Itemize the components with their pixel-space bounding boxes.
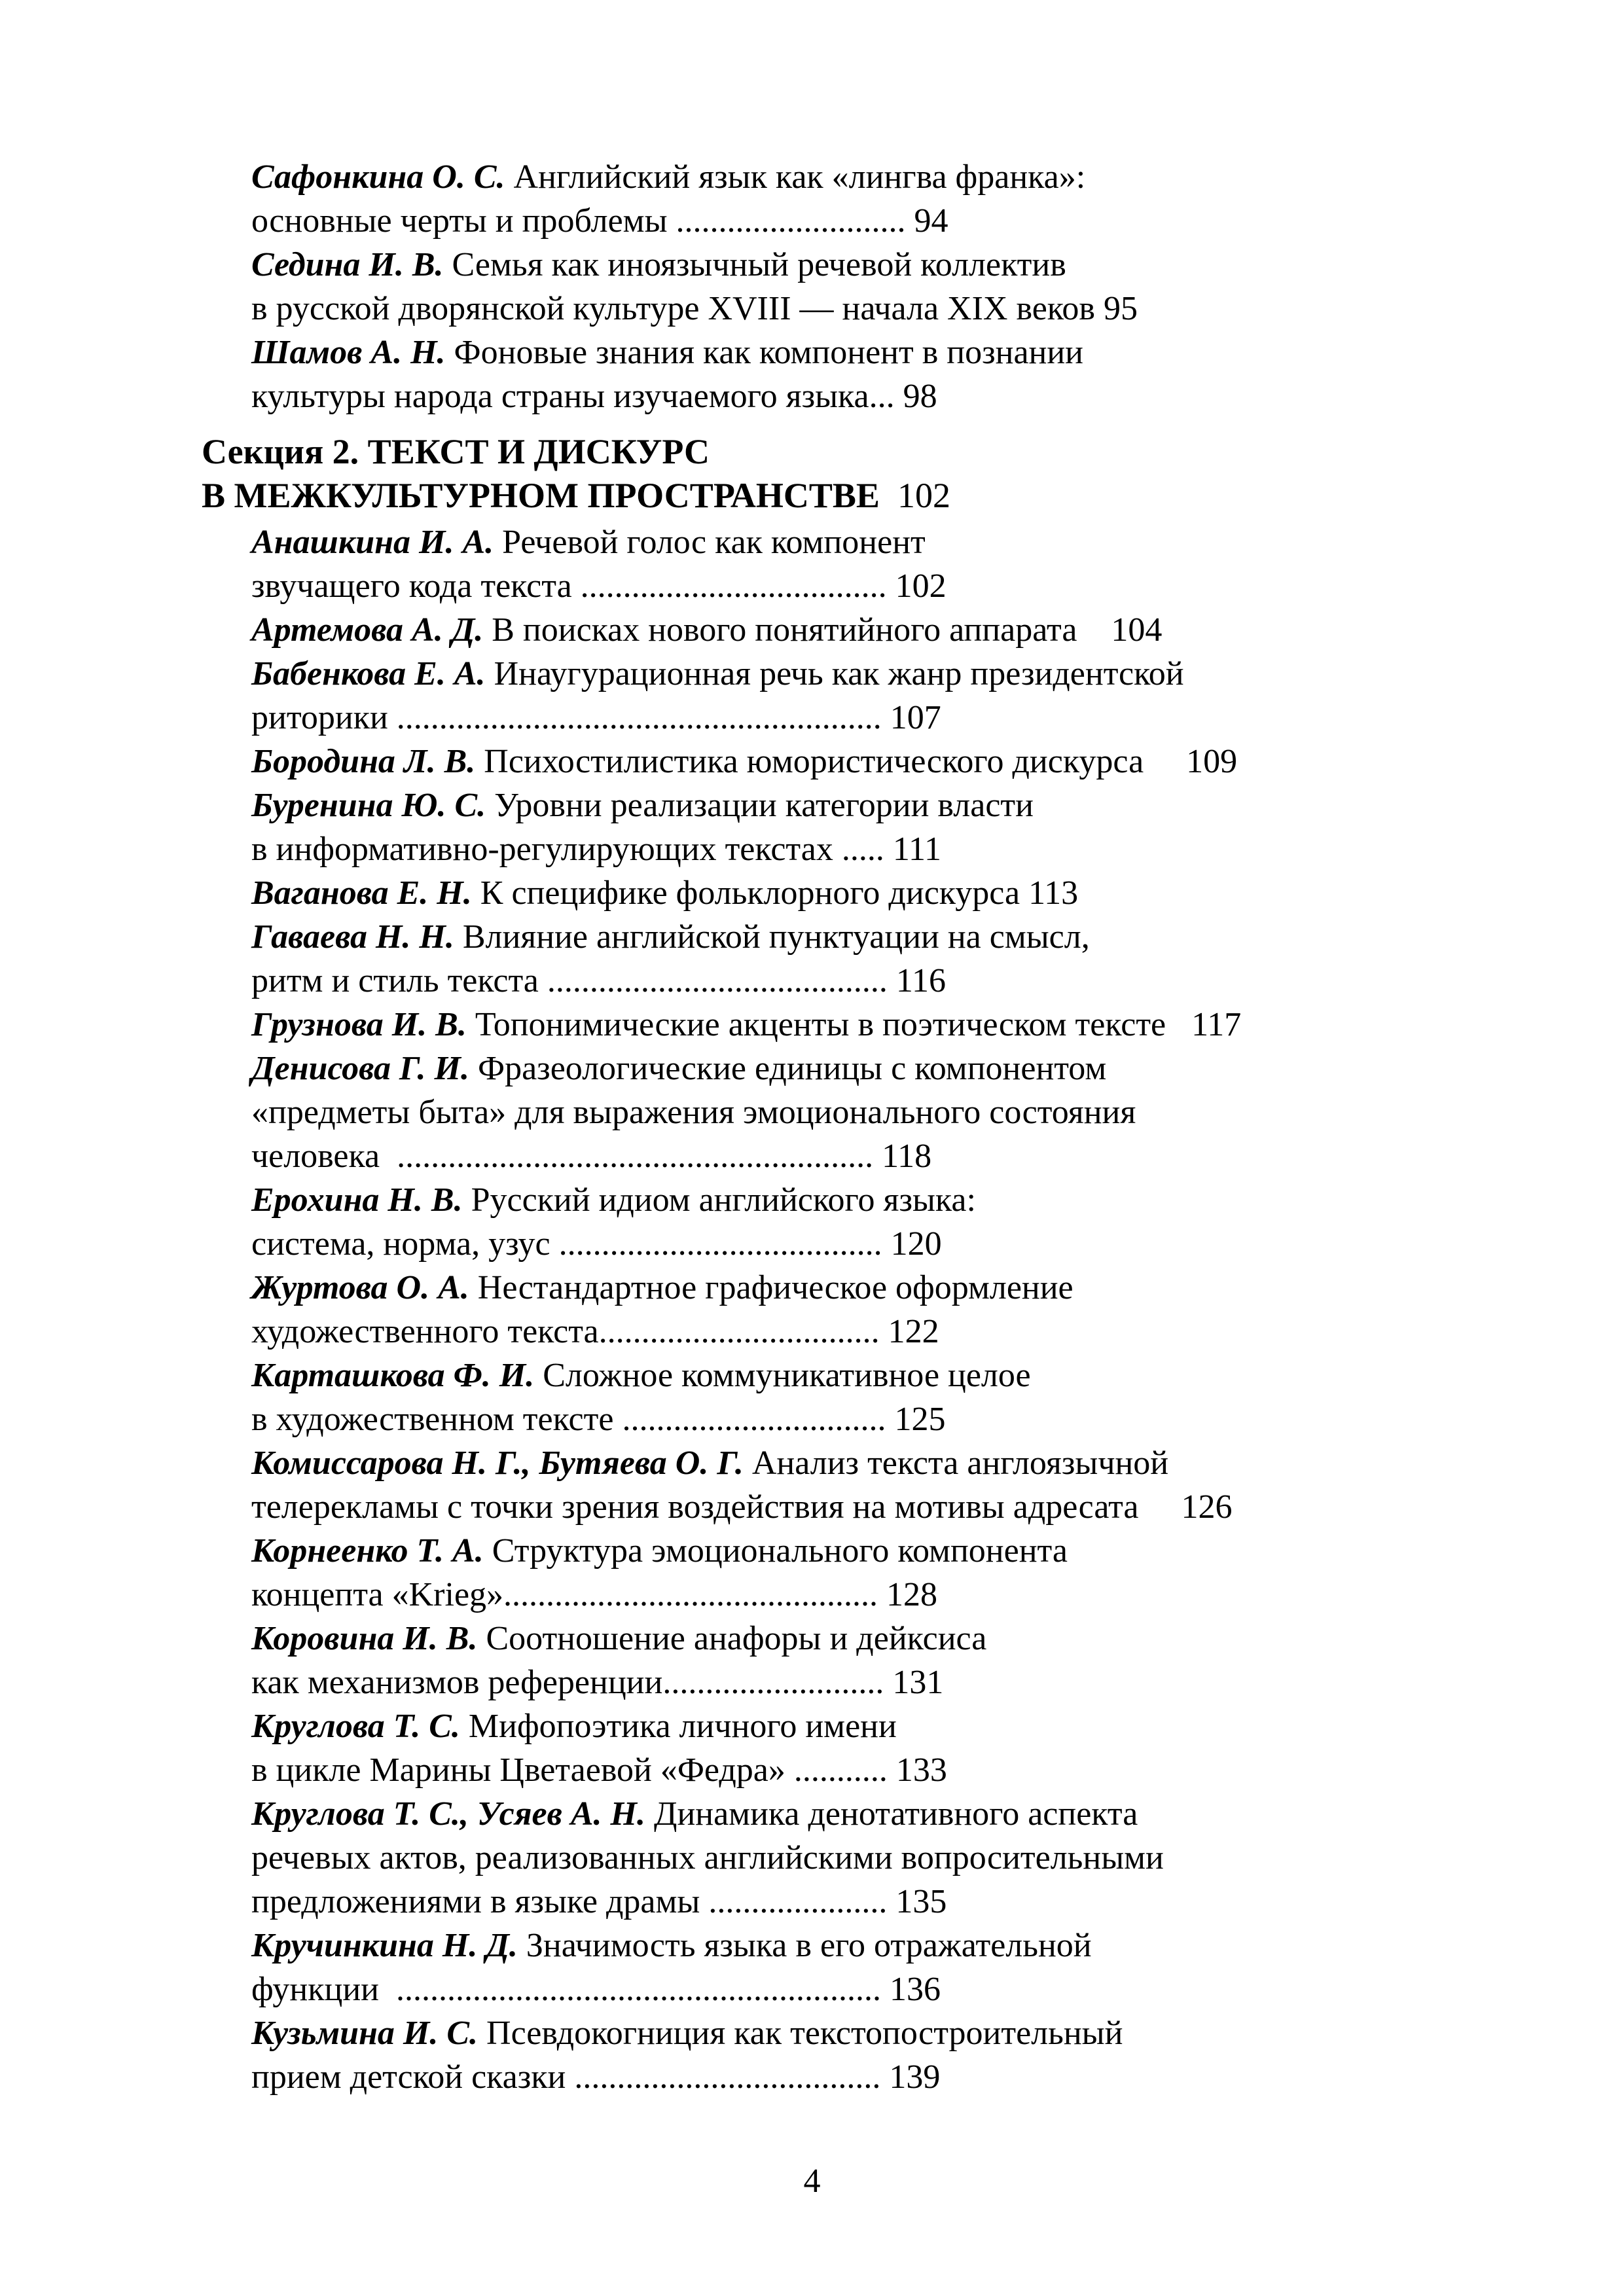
toc-entry-title-line xyxy=(202,2011,1445,2055)
toc-entry-author: Гаваева Н. Н. xyxy=(251,918,454,956)
toc-entry-title: К специфике фольклорного дискурса 113 xyxy=(471,874,1079,912)
toc-entry-title: Псевдокогниция как текстопостроительный xyxy=(478,2015,1123,2052)
toc-entry-title-line xyxy=(202,915,1445,959)
toc-entry-continuation: в информативно-регулирующих текстах ..... 111 xyxy=(251,831,942,868)
toc-entry-title: Речевой голос как компонент xyxy=(494,524,926,561)
toc-entry-author: Бабенкова Е. А. xyxy=(251,655,486,692)
toc-entry-continuation: функции ......................................................... 136 xyxy=(251,1971,941,2008)
toc-entry xyxy=(202,915,1445,1003)
toc-entry-continuation: художественного текста................................. 122 xyxy=(251,1313,939,1350)
toc-entry xyxy=(202,1617,1445,1704)
toc-entry-author: Коровина И. В. xyxy=(251,1620,478,1657)
toc-entry-author: Круглова Т. С. xyxy=(251,1708,460,1745)
toc-entry-continuation: риторики ......................................................... 107 xyxy=(251,699,941,736)
toc-entry-continuation: система, норма, узус ...................................... 120 xyxy=(251,1225,942,1263)
toc-entry-continuation: человека ........................................................ 118 xyxy=(251,1138,932,1175)
toc-entry xyxy=(202,783,1445,871)
toc-entry-title-line xyxy=(202,1266,1445,1310)
toc-entry xyxy=(202,2011,1445,2099)
section-heading-line-1: Секция 2. ТЕКСТ И ДИСКУРС xyxy=(202,432,710,471)
toc-entry-continuation: в цикле Марины Цветаевой «Федра» ........... 133 xyxy=(251,1751,947,1789)
toc-entry xyxy=(202,331,1445,418)
toc-entry-author: Ваганова Е. Н. xyxy=(251,874,472,912)
section-heading-title: В МЕЖКУЛЬТУРНОМ ПРОСТРАНСТВЕ xyxy=(202,476,880,515)
toc-entry-continuation: речевых актов, реализованных английскими вопросительными xyxy=(251,1839,1164,1876)
toc-entry-author: Корнеенко Т. А. xyxy=(251,1532,484,1570)
toc-entry-author: Денисова Г. И. xyxy=(251,1050,469,1087)
toc-entry-continuation: ритм и стиль текста ........................................ 116 xyxy=(251,962,946,999)
toc-entry-title-line xyxy=(202,1441,1445,1485)
toc-entry-title-line xyxy=(202,520,1445,564)
toc-entry xyxy=(202,243,1445,331)
toc-entry-author: Ерохина Н. В. xyxy=(251,1181,463,1219)
toc-entry-continuation: телерекламы с точки зрения воздействия на мотивы адресата 126 xyxy=(251,1488,1233,1526)
toc-entry-title: Английский язык как «лингва франка»: xyxy=(505,158,1086,196)
toc-entry-continuation: основные черты и проблемы ........................... 94 xyxy=(251,202,948,240)
toc-entry-continuation: предложениями в языке драмы ..................... 135 xyxy=(251,1883,947,1920)
toc-entry xyxy=(202,1354,1445,1441)
page-number: 4 xyxy=(803,2162,821,2200)
toc-entry-title: Топонимические акценты в поэтическом тексте 117 xyxy=(466,1006,1242,1043)
toc-entry-title: Соотношение анафоры и дейксиса xyxy=(477,1620,987,1657)
toc-entry-title-line xyxy=(202,1178,1445,1222)
toc-entry xyxy=(202,1441,1445,1529)
toc-entry-author: Буренина Ю. С. xyxy=(251,787,486,824)
section-page-number: 102 xyxy=(879,476,950,515)
toc-entry-title-line xyxy=(202,1003,1445,1047)
table-of-contents xyxy=(202,155,1445,2099)
toc-entry-continuation: как механизмов референции.......................... 131 xyxy=(251,1664,944,1701)
section-entries xyxy=(202,520,1445,2099)
toc-entry-title-line xyxy=(202,783,1445,827)
toc-entry-title-line xyxy=(202,1617,1445,1660)
toc-entry xyxy=(202,1047,1445,1178)
toc-entry xyxy=(202,1178,1445,1266)
toc-entry-continuation: концепта «Krieg»............................................ 128 xyxy=(251,1576,938,1613)
toc-entry-title: Мифопоэтика личного имени xyxy=(460,1708,897,1745)
toc-entry-title-line xyxy=(202,1047,1445,1090)
toc-entry-title-line xyxy=(202,1354,1445,1397)
toc-entry-author: Седина И. В. xyxy=(251,246,444,283)
toc-entry-author: Кузьмина И. С. xyxy=(251,2015,478,2052)
toc-entry-continuation: «предметы быта» для выражения эмоционального состояния xyxy=(251,1094,1136,1131)
toc-entry-title: Фразеологические единицы с компонентом xyxy=(469,1050,1107,1087)
toc-entry-title-line xyxy=(202,1704,1445,1748)
toc-entry-author: Бородина Л. В. xyxy=(251,743,476,780)
toc-entry xyxy=(202,155,1445,243)
toc-entry-author: Журтова О. А. xyxy=(251,1269,469,1306)
toc-entry-title: Динамика денотативного аспекта xyxy=(645,1795,1138,1833)
toc-entry-title-line xyxy=(202,243,1445,287)
toc-entry-title-line xyxy=(202,1924,1445,1967)
toc-entry xyxy=(202,1792,1445,1924)
toc-entry-title-line xyxy=(202,740,1445,783)
toc-entry-title-line xyxy=(202,608,1445,652)
toc-entry-title-line xyxy=(202,652,1445,696)
section-heading-line-2 xyxy=(202,474,1445,518)
toc-entry-author: Грузнова И. В. xyxy=(251,1006,467,1043)
toc-entry-title: Влияние английской пунктуации на смысл, xyxy=(454,918,1090,956)
toc-entry xyxy=(202,520,1445,608)
toc-entry-continuation: в художественном тексте ............................... 125 xyxy=(251,1401,946,1438)
toc-entry-title: Психостилистика юмористического дискурса 109 xyxy=(475,743,1238,780)
toc-entry-title: Русский идиом английского языка: xyxy=(462,1181,976,1219)
toc-entry-author: Сафонкина О. С. xyxy=(251,158,505,196)
toc-entry-title: Уровни реализации категории власти xyxy=(486,787,1034,824)
section-heading xyxy=(202,430,1445,518)
toc-entry-title-line xyxy=(202,155,1445,199)
toc-entry-author: Анашкина И. А. xyxy=(251,524,494,561)
toc-entry-author: Круглова Т. С., Усяев А. Н. xyxy=(251,1795,645,1833)
toc-entry-title: Значимость языка в его отражательной xyxy=(517,1927,1092,1964)
toc-entry-continuation: в русской дворянской культуре XVIII — начала XIX веков 95 xyxy=(251,290,1138,327)
toc-entry-title-line xyxy=(202,1529,1445,1573)
toc-entry xyxy=(202,1924,1445,2011)
toc-entry-title: Семья как иноязычный речевой коллектив xyxy=(443,246,1066,283)
toc-entry-title: Инаугурационная речь как жанр президентской xyxy=(485,655,1184,692)
toc-entry xyxy=(202,608,1445,652)
toc-entry-title: В поисках нового понятийного аппарата 104 xyxy=(483,611,1163,649)
toc-entry-author: Шамов А. Н. xyxy=(251,334,446,371)
toc-entry-title: Структура эмоционального компонента xyxy=(483,1532,1068,1570)
toc-entry-title-line xyxy=(202,871,1445,915)
toc-entry-title: Фоновые знания как компонент в познании xyxy=(445,334,1084,371)
toc-entry-continuation: прием детской сказки .................................... 139 xyxy=(251,2058,941,2096)
toc-entry-title: Нестандартное графическое оформление xyxy=(469,1269,1074,1306)
toc-entry xyxy=(202,740,1445,783)
toc-entry-author: Комиссарова Н. Г., Бутяева О. Г. xyxy=(251,1444,744,1482)
toc-entry-continuation: культуры народа страны изучаемого языка... 98 xyxy=(251,378,937,415)
toc-entry xyxy=(202,652,1445,740)
toc-entry xyxy=(202,1529,1445,1617)
toc-entry-title: Сложное коммуникативное целое xyxy=(534,1357,1031,1394)
toc-entry-author: Карташкова Ф. И. xyxy=(251,1357,535,1394)
toc-entry-title-line xyxy=(202,331,1445,374)
toc-entry xyxy=(202,871,1445,915)
toc-entry xyxy=(202,1266,1445,1354)
toc-entry-author: Артемова А. Д. xyxy=(251,611,484,649)
toc-entry-author: Кручинкина Н. Д. xyxy=(251,1927,518,1964)
toc-entry-title-line xyxy=(202,1792,1445,1836)
toc-entry xyxy=(202,1704,1445,1792)
toc-entry-title: Анализ текста англоязычной xyxy=(743,1444,1169,1482)
toc-entry-continuation: звучащего кода текста .................................... 102 xyxy=(251,567,947,605)
toc-entry xyxy=(202,1003,1445,1047)
